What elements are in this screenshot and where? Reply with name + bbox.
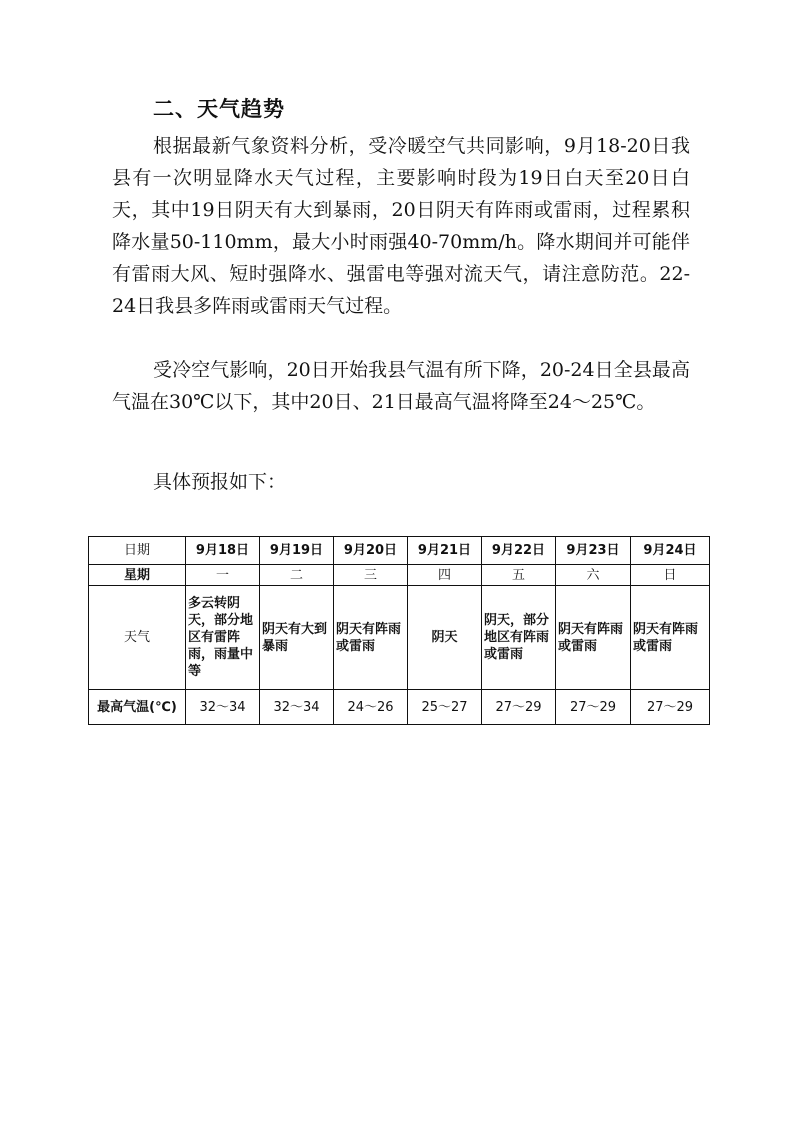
weather-cell: [482, 586, 556, 690]
max-temp-cell: 32～34: [186, 690, 260, 725]
weather-cell: [631, 586, 710, 690]
weekday-cell: 一: [186, 565, 260, 586]
weekday-cell: 日: [631, 565, 710, 586]
row-label-weekday: 星期: [89, 565, 186, 586]
max-temp-cell: 32～34: [260, 690, 334, 725]
weather-text: 阴天有阵雨或雷雨: [633, 621, 699, 654]
weather-text: 阴天，部分地区有阵雨或雷雨: [484, 613, 550, 662]
weather-cell: [260, 586, 334, 690]
table-row-max-temp: [89, 690, 710, 725]
date-cell: 9月20日: [334, 537, 408, 565]
section-heading: 二、天气趋势: [153, 97, 285, 121]
row-label-max-temp: 最高气温(℃): [89, 690, 186, 725]
row-label-date: 日期: [89, 537, 186, 565]
paragraph-text: 根据最新气象资料分析，受冷暖空气共同影响，9月18-20日我县有一次明显降水天气过程，主要影响时段为19日白天至20日白天，其中19日阴天有大到暴雨，20日阴天有阵雨或雷雨，过程累积降水量50-110mm，最大小时雨强40-70mm/h。降水期间并可能伴有雷雨大风、短时强降水、强雷电等强对流天气，请注意防范。22-24日我县多阵雨或雷雨天气过程。: [112, 135, 690, 317]
row-label-weather: 天气: [89, 586, 186, 690]
date-cell: 9月22日: [482, 537, 556, 565]
weather-text: 阴天有阵雨或雷雨: [558, 621, 624, 654]
weekday-cell: 六: [556, 565, 631, 586]
weekday-cell: 四: [408, 565, 482, 586]
max-temp-cell: 24～26: [334, 690, 408, 725]
weekday-cell: 五: [482, 565, 556, 586]
weekday-cell: 二: [260, 565, 334, 586]
weather-cell: [186, 586, 260, 690]
max-temp-cell: 27～29: [482, 690, 556, 725]
weather-cell: [408, 586, 482, 690]
table-row-weekday: [89, 565, 710, 586]
weather-text: 多云转阴天，部分地区有雷阵雨，雨量中等: [188, 596, 254, 679]
weather-text: 阴天: [431, 630, 458, 645]
paragraph-text: 受冷空气影响，20日开始我县气温有所下降，20-24日全县最高气温在30℃以下，其中20日、21日最高气温将降至24～25℃。: [112, 359, 690, 413]
paragraph-temperature: [112, 354, 690, 418]
date-cell: 9月18日: [186, 537, 260, 565]
date-cell: 9月24日: [631, 537, 710, 565]
weather-text: 阴天有大到暴雨: [262, 621, 328, 654]
weekday-cell: 三: [334, 565, 408, 586]
date-cell: 9月23日: [556, 537, 631, 565]
forecast-table: [88, 536, 710, 725]
paragraph-forecast-intro: [112, 466, 690, 498]
table-row-weather: [89, 586, 710, 690]
date-cell: 9月21日: [408, 537, 482, 565]
weather-text: 阴天有阵雨或雷雨: [336, 621, 402, 654]
paragraph-weather-trend: [112, 130, 690, 322]
paragraph-text: 具体预报如下：: [153, 471, 287, 493]
max-temp-cell: 25～27: [408, 690, 482, 725]
date-cell: 9月19日: [260, 537, 334, 565]
max-temp-cell: 27～29: [631, 690, 710, 725]
table-row-date: [89, 537, 710, 565]
weather-cell: [556, 586, 631, 690]
weather-cell: [334, 586, 408, 690]
max-temp-cell: 27～29: [556, 690, 631, 725]
